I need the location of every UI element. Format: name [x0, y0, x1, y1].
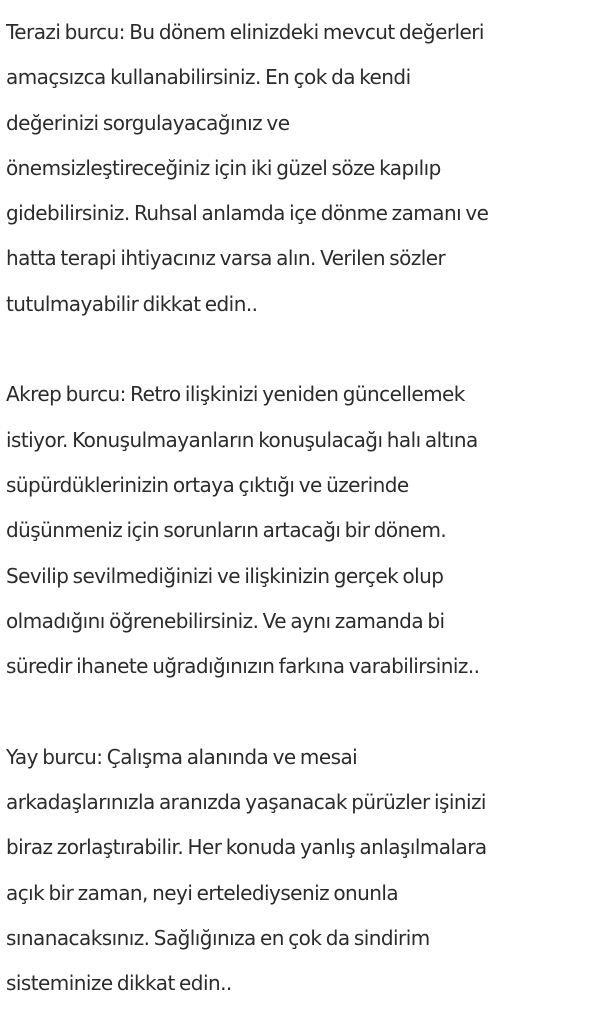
- text-line: değerinizi sorgulayacağınız ve: [6, 110, 290, 135]
- text-line: önemsizleştireceğiniz için iki güzel söze kapılıp: [6, 155, 441, 180]
- text-line: arkadaşlarınızla aranızda yaşanacak pürüzler işinizi: [6, 790, 486, 815]
- text-line: Akrep burcu: Retro ilişkinizi yeniden güncellemek: [6, 382, 465, 407]
- text-line: açık bir zaman, neyi ertelediyseniz onunla: [6, 880, 399, 905]
- text-line: hatta terapi ihtiyacınız varsa alın. Verilen sözler: [6, 246, 446, 271]
- text-line: amaçsızca kullanabilirsiniz. En çok da kendi: [6, 65, 411, 90]
- text-line: olmadığını öğrenebilirsiniz. Ve aynı zamanda bi: [6, 608, 445, 633]
- paragraph-spacer: [6, 689, 596, 734]
- text-line: tutulmayabilir dikkat edin..: [6, 291, 258, 316]
- text-line: düşünmeniz için sorunların artacağı bir dönem.: [6, 518, 447, 543]
- paragraph-yay: [6, 735, 596, 1007]
- paragraph-spacer: [6, 327, 596, 372]
- text-line: istiyor. Konuşulmayanların konuşulacağı halı altına: [6, 427, 478, 452]
- text-line: gidebilirsiniz. Ruhsal anlamda içe dönme zamanı ve: [6, 201, 489, 226]
- text-line: sisteminize dikkat edin..: [6, 971, 232, 996]
- text-line: Yay burcu: Çalışma alanında ve mesai: [6, 744, 358, 769]
- text-line: biraz zorlaştırabilir. Her konuda yanlış anlaşılmalara: [6, 835, 487, 860]
- text-line: süpürdüklerinizin ortaya çıktığı ve üzerinde: [6, 472, 409, 497]
- horoscope-text: [6, 10, 596, 1007]
- paragraph-terazi: [6, 10, 596, 327]
- text-line: Terazi burcu: Bu dönem elinizdeki mevcut değerleri: [6, 20, 484, 44]
- paragraph-akrep: [6, 372, 596, 689]
- text-line: süredir ihanete uğradığınızın farkına varabilirsiniz..: [6, 654, 480, 679]
- text-line: sınanacaksınız. Sağlığınıza en çok da sindirim: [6, 925, 430, 950]
- text-line: Sevilip sevilmediğinizi ve ilişkinizin gerçek olup: [6, 563, 444, 588]
